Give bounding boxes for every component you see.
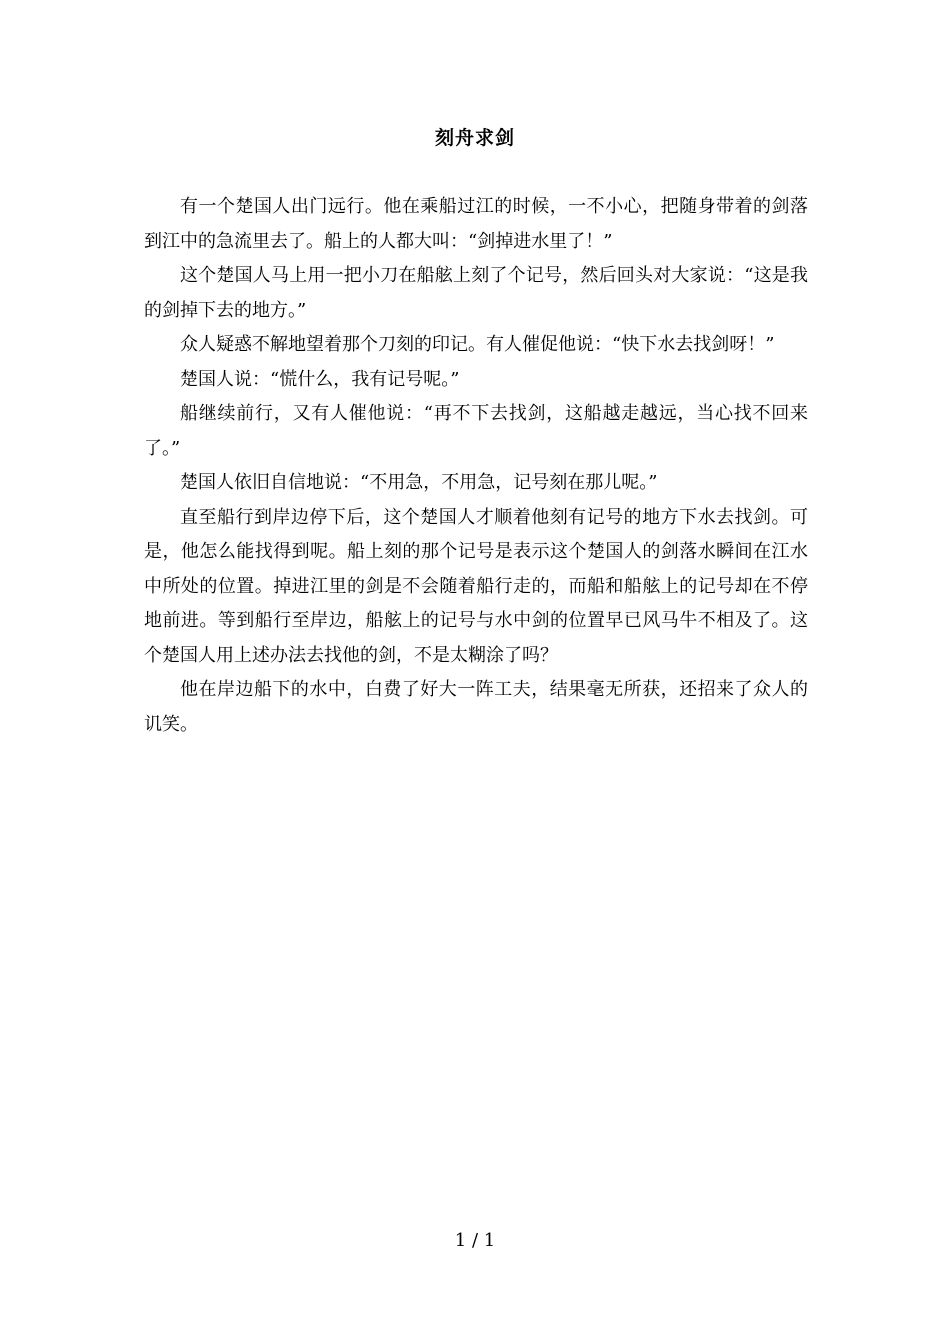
paragraph-7: 直至船行到岸边停下后，这个楚国人才顺着他刻有记号的地方下水去找剑。可是，他怎么能找得到呢。船上刻的那个记号是表示这个楚国人的剑落水瞬间在江水中所处的位置。掉进江里的剑是不会随着船行走的，而船和船舷上的记号却在不停地前进。等到船行至岸边，船舷上的记号与水中剑的位置早已风马牛不相及了。这个楚国人用上述办法去找他的剑，不是太糊涂了吗？: [144, 506, 808, 666]
document-body: [144, 190, 808, 742]
paragraph-2: 这个楚国人马上用一把小刀在船舷上刻了个记号，然后回头对大家说：“这是我的剑掉下去的地方。”: [144, 265, 808, 321]
paragraph-1: 有一个楚国人出门远行。他在乘船过江的时候，一不小心，把随身带着的剑落到江中的急流里去了。船上的人都大叫：“剑掉进水里了！”: [144, 196, 808, 252]
paragraph-4: 楚国人说：“慌什么，我有记号呢。”: [180, 368, 460, 390]
paragraph-5: 船继续前行，又有人催他说：“再不下去找剑，这船越走越远，当心找不回来了。”: [144, 403, 808, 459]
page-number: 1 / 1: [454, 1230, 496, 1251]
document-title: 刻舟求剑: [434, 127, 515, 149]
paragraph-3: 众人疑惑不解地望着那个刀刻的印记。有人催促他说：“快下水去找剑呀！”: [180, 334, 775, 355]
paragraph-8: 他在岸边船下的水中，白费了好大一阵工夫，结果毫无所获，还招来了众人的讥笑。: [144, 679, 808, 735]
paragraph-6: 楚国人依旧自信地说：“不用急，不用急，记号刻在那儿呢。”: [180, 472, 658, 493]
